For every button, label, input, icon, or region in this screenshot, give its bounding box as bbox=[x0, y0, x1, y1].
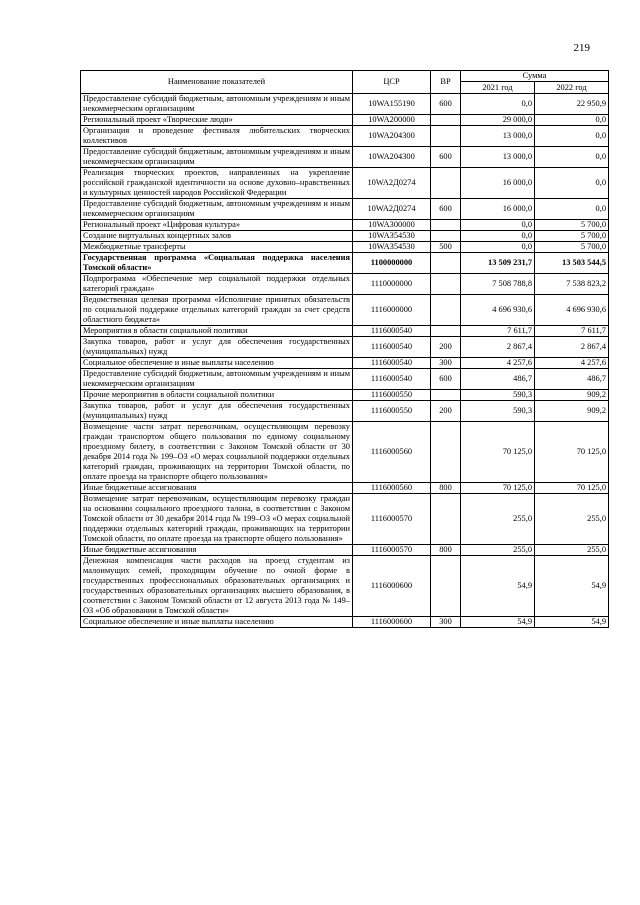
table-row bbox=[81, 231, 609, 242]
row-vr bbox=[431, 295, 461, 326]
table-row bbox=[81, 401, 609, 422]
row-name: Социальное обеспечение и иные выплаты населению bbox=[81, 617, 353, 628]
table-row bbox=[81, 545, 609, 556]
row-name: Закупка товаров, работ и услуг для обеспечения государственных (муниципальных) нужд bbox=[81, 401, 353, 422]
row-vr bbox=[431, 231, 461, 242]
row-csr: 10WA200000 bbox=[353, 115, 431, 126]
table-row bbox=[81, 617, 609, 628]
row-sum-2021: 70 125,0 bbox=[461, 422, 535, 483]
row-sum-2021: 13 000,0 bbox=[461, 126, 535, 147]
row-sum-2022: 255,0 bbox=[535, 545, 609, 556]
row-sum-2022: 0,0 bbox=[535, 199, 609, 220]
row-sum-2022: 5 700,0 bbox=[535, 220, 609, 231]
table-row bbox=[81, 494, 609, 545]
row-name: Закупка товаров, работ и услуг для обеспечения государственных (муниципальных) нужд bbox=[81, 337, 353, 358]
row-sum-2021: 16 000,0 bbox=[461, 168, 535, 199]
row-sum-2022: 0,0 bbox=[535, 115, 609, 126]
row-csr: 1116000000 bbox=[353, 295, 431, 326]
table-row bbox=[81, 422, 609, 483]
row-vr bbox=[431, 326, 461, 337]
table-row bbox=[81, 242, 609, 253]
row-sum-2021: 486,7 bbox=[461, 369, 535, 390]
row-name: Реализация творческих проектов, направленных на укрепление российской гражданской идентичности на основе духовно–нравственных и культурных ценностей народов Российской Федерации bbox=[81, 168, 353, 199]
row-name: Организация и проведение фестиваля любительских творческих коллективов bbox=[81, 126, 353, 147]
row-csr: 10WA354530 bbox=[353, 231, 431, 242]
row-name: Региональный проект «Творческие люди» bbox=[81, 115, 353, 126]
row-vr bbox=[431, 274, 461, 295]
row-csr: 1116000570 bbox=[353, 545, 431, 556]
table-row bbox=[81, 326, 609, 337]
row-sum-2021: 7 508 788,8 bbox=[461, 274, 535, 295]
header-csr: ЦСР bbox=[353, 71, 431, 94]
row-sum-2022: 7 538 823,2 bbox=[535, 274, 609, 295]
row-sum-2021: 255,0 bbox=[461, 494, 535, 545]
row-vr: 300 bbox=[431, 617, 461, 628]
row-sum-2021: 0,0 bbox=[461, 94, 535, 115]
row-sum-2022: 255,0 bbox=[535, 494, 609, 545]
row-csr: 1116000550 bbox=[353, 401, 431, 422]
row-sum-2021: 590,3 bbox=[461, 401, 535, 422]
row-sum-2021: 2 867,4 bbox=[461, 337, 535, 358]
row-sum-2022: 13 503 544,5 bbox=[535, 253, 609, 274]
row-csr: 10WA2Д0274 bbox=[353, 168, 431, 199]
row-sum-2022: 909,2 bbox=[535, 390, 609, 401]
header-name: Наименование показателей bbox=[81, 71, 353, 94]
table-row bbox=[81, 390, 609, 401]
row-name: Предоставление субсидий бюджетным, автономным учреждениям и иным некоммерческим организациям bbox=[81, 147, 353, 168]
row-csr: 1116000570 bbox=[353, 494, 431, 545]
row-sum-2022: 5 700,0 bbox=[535, 242, 609, 253]
row-sum-2022: 54,9 bbox=[535, 617, 609, 628]
row-name: Предоставление субсидий бюджетным, автономным учреждениям и иным некоммерческим организациям bbox=[81, 199, 353, 220]
row-sum-2022: 2 867,4 bbox=[535, 337, 609, 358]
row-sum-2021: 0,0 bbox=[461, 220, 535, 231]
row-name: Мероприятия в области социальной политики bbox=[81, 326, 353, 337]
row-sum-2021: 16 000,0 bbox=[461, 199, 535, 220]
row-name: Подпрограмма «Обеспечение мер социальной поддержки отдельных категорий граждан» bbox=[81, 274, 353, 295]
row-name: Прочие мероприятия в области социальной политики bbox=[81, 390, 353, 401]
table-row bbox=[81, 274, 609, 295]
row-vr: 600 bbox=[431, 199, 461, 220]
row-vr bbox=[431, 220, 461, 231]
row-sum-2022: 0,0 bbox=[535, 126, 609, 147]
row-sum-2022: 4 696 930,6 bbox=[535, 295, 609, 326]
row-sum-2022: 70 125,0 bbox=[535, 422, 609, 483]
row-vr: 600 bbox=[431, 147, 461, 168]
row-name: Иные бюджетные ассигнования bbox=[81, 483, 353, 494]
row-csr: 10WA2Д0274 bbox=[353, 199, 431, 220]
page-number: 219 bbox=[573, 42, 590, 54]
row-vr bbox=[431, 168, 461, 199]
row-csr: 1116000560 bbox=[353, 483, 431, 494]
row-vr: 200 bbox=[431, 337, 461, 358]
row-csr: 1116000600 bbox=[353, 617, 431, 628]
row-csr: 1100000000 bbox=[353, 253, 431, 274]
table-row bbox=[81, 295, 609, 326]
row-sum-2022: 70 125,0 bbox=[535, 483, 609, 494]
row-name: Ведомственная целевая программа «Исполнение принятых обязательств по социальной поддержке отдельных категорий граждан за счет средств областного бюджета» bbox=[81, 295, 353, 326]
row-sum-2022: 0,0 bbox=[535, 147, 609, 168]
budget-table bbox=[80, 70, 609, 628]
row-vr bbox=[431, 556, 461, 617]
row-name: Региональный проект «Цифровая культура» bbox=[81, 220, 353, 231]
row-csr: 1116000540 bbox=[353, 326, 431, 337]
row-sum-2022: 5 700,0 bbox=[535, 231, 609, 242]
row-vr bbox=[431, 494, 461, 545]
row-name: Иные бюджетные ассигнования bbox=[81, 545, 353, 556]
table-row bbox=[81, 94, 609, 115]
table-row bbox=[81, 115, 609, 126]
header-year-2022: 2022 год bbox=[535, 82, 609, 94]
table-row bbox=[81, 126, 609, 147]
row-sum-2021: 7 611,7 bbox=[461, 326, 535, 337]
row-sum-2022: 486,7 bbox=[535, 369, 609, 390]
row-vr bbox=[431, 115, 461, 126]
row-sum-2021: 13 000,0 bbox=[461, 147, 535, 168]
header-sum: Сумма bbox=[461, 71, 609, 82]
row-name: Предоставление субсидий бюджетным, автономным учреждениям и иным некоммерческим организациям bbox=[81, 94, 353, 115]
row-name: Возмещение части затрат перевозчикам, осуществляющим перевозку граждан транспортом общего пользования по единому социальному проездному билету, в соответствии с Законом Томской области от 30 декабря 2014 года № 199–ОЗ «О мерах социальной поддержки отдельных категорий граждан, проживающих на территории Томской области, по оплате проезда на транспорте общего пользования» bbox=[81, 422, 353, 483]
row-sum-2022: 909,2 bbox=[535, 401, 609, 422]
row-vr bbox=[431, 422, 461, 483]
row-name: Межбюджетные трансферты bbox=[81, 242, 353, 253]
table-row bbox=[81, 168, 609, 199]
row-sum-2021: 13 509 231,7 bbox=[461, 253, 535, 274]
row-sum-2022: 7 611,7 bbox=[535, 326, 609, 337]
row-sum-2022: 4 257,6 bbox=[535, 358, 609, 369]
table-row bbox=[81, 483, 609, 494]
row-name: Государственная программа «Социальная поддержка населения Томской области» bbox=[81, 253, 353, 274]
row-csr: 1116000600 bbox=[353, 556, 431, 617]
row-sum-2021: 0,0 bbox=[461, 242, 535, 253]
row-sum-2021: 54,9 bbox=[461, 556, 535, 617]
row-csr: 1116000550 bbox=[353, 390, 431, 401]
table-body bbox=[81, 94, 609, 628]
row-sum-2021: 29 000,0 bbox=[461, 115, 535, 126]
table-row bbox=[81, 358, 609, 369]
row-vr: 500 bbox=[431, 242, 461, 253]
header-year-2021: 2021 год bbox=[461, 82, 535, 94]
row-name: Предоставление субсидий бюджетным, автономным учреждениям и иным некоммерческим организациям bbox=[81, 369, 353, 390]
row-vr: 800 bbox=[431, 483, 461, 494]
table-row bbox=[81, 369, 609, 390]
row-sum-2021: 590,3 bbox=[461, 390, 535, 401]
row-csr: 10WA354530 bbox=[353, 242, 431, 253]
row-sum-2021: 4 257,6 bbox=[461, 358, 535, 369]
row-sum-2022: 0,0 bbox=[535, 168, 609, 199]
row-sum-2021: 4 696 930,6 bbox=[461, 295, 535, 326]
table-row bbox=[81, 147, 609, 168]
table-row bbox=[81, 199, 609, 220]
row-vr: 800 bbox=[431, 545, 461, 556]
row-csr: 1110000000 bbox=[353, 274, 431, 295]
row-vr: 300 bbox=[431, 358, 461, 369]
row-vr bbox=[431, 253, 461, 274]
table-row bbox=[81, 556, 609, 617]
row-sum-2021: 0,0 bbox=[461, 231, 535, 242]
row-csr: 10WA204300 bbox=[353, 147, 431, 168]
table-row bbox=[81, 337, 609, 358]
row-vr bbox=[431, 390, 461, 401]
row-name: Создание виртуальных концертных залов bbox=[81, 231, 353, 242]
row-csr: 1116000560 bbox=[353, 422, 431, 483]
row-sum-2021: 70 125,0 bbox=[461, 483, 535, 494]
row-csr: 1116000540 bbox=[353, 369, 431, 390]
row-vr: 200 bbox=[431, 401, 461, 422]
row-csr: 10WA204300 bbox=[353, 126, 431, 147]
table-row bbox=[81, 220, 609, 231]
row-sum-2022: 22 950,9 bbox=[535, 94, 609, 115]
header-vr: ВР bbox=[431, 71, 461, 94]
row-name: Социальное обеспечение и иные выплаты населению bbox=[81, 358, 353, 369]
row-sum-2022: 54,9 bbox=[535, 556, 609, 617]
table-row bbox=[81, 253, 609, 274]
row-vr: 600 bbox=[431, 94, 461, 115]
row-vr: 600 bbox=[431, 369, 461, 390]
row-csr: 10WA155190 bbox=[353, 94, 431, 115]
row-name: Возмещение затрат перевозчикам, осуществляющим перевозку граждан на основании социального проездного талона, в соответствии с Законом Томской области от 30 декабря 2014 года № 199–ОЗ «О мерах социальной поддержки отдельных категорий граждан, проживающих на территории Томской области, по оплате проезда на транспорте общего пользования» bbox=[81, 494, 353, 545]
row-csr: 1116000540 bbox=[353, 358, 431, 369]
row-sum-2021: 255,0 bbox=[461, 545, 535, 556]
row-vr bbox=[431, 126, 461, 147]
row-csr: 10WA300000 bbox=[353, 220, 431, 231]
row-csr: 1116000540 bbox=[353, 337, 431, 358]
row-sum-2021: 54,9 bbox=[461, 617, 535, 628]
row-name: Денежная компенсация части расходов на проезд студентам из малоимущих семей, проходящим обучение по очной форме в государственных профессиональных образовательных организациях и государственных образовательных организациях высшего образования, в соответствии с Законом Томской области от 12 августа 2013 года № 149–ОЗ «Об образовании в Томской области» bbox=[81, 556, 353, 617]
